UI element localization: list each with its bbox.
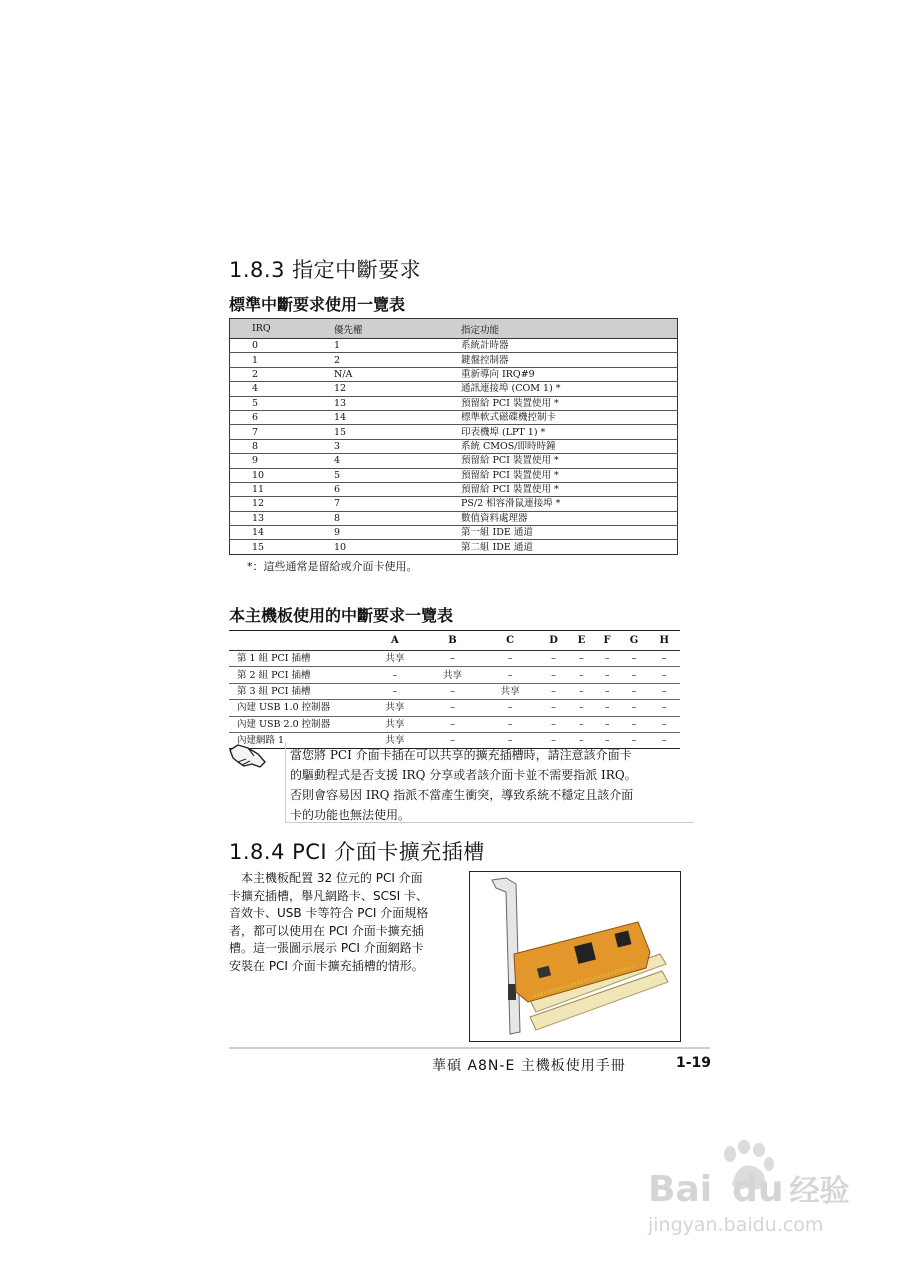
- irq-cell-number: 7: [230, 425, 313, 439]
- share-cell-value: –: [481, 716, 539, 732]
- irq-cell-function: 通訊連接埠 (COM 1) *: [439, 382, 678, 396]
- irq-cell-number: 13: [230, 511, 313, 525]
- share-cell-value: –: [424, 683, 482, 699]
- share-cell-value: –: [620, 716, 649, 732]
- share-cell-value: –: [481, 667, 539, 683]
- watermark-brand-cn: 经验: [789, 1174, 850, 1209]
- notice-line: 卡的功能也無法使用。: [290, 808, 411, 822]
- share-cell-value: –: [568, 651, 594, 667]
- share-cell-device: 第 3 組 PCI 插槽: [229, 683, 366, 699]
- share-cell-value: –: [551, 735, 556, 747]
- share-cell-value: –: [595, 683, 620, 699]
- share-table-row: [229, 651, 680, 667]
- irq-cell-priority: 10: [334, 541, 347, 553]
- irq-header-irq: IRQ: [230, 319, 313, 339]
- share-cell-value: –: [595, 700, 620, 716]
- share-header-int: D: [539, 631, 568, 651]
- share-cell-value: 共享: [385, 735, 405, 747]
- share-header-int: G: [620, 631, 649, 651]
- irq-assignment-table: [229, 318, 678, 555]
- body-line: 卡擴充插槽，舉凡網路卡、SCSI 卡、: [229, 888, 428, 903]
- share-cell-value: –: [424, 651, 482, 667]
- share-cell-device: 內建 USB 2.0 控制器: [229, 716, 366, 732]
- share-cell-value: –: [539, 716, 568, 732]
- share-cell-value: –: [568, 683, 594, 699]
- share-cell-value: –: [604, 735, 610, 747]
- irq-table-row: [230, 396, 678, 410]
- irq-cell-number: 10: [230, 468, 313, 482]
- irq-table-row: [230, 382, 678, 396]
- irq-header-function: 指定功能: [439, 319, 678, 339]
- irq-table-row: [230, 425, 678, 439]
- share-header-int: F: [595, 631, 620, 651]
- notice-text: [290, 745, 684, 825]
- irq-cell-priority: 2: [312, 353, 439, 367]
- irq-cell-function: 數值資料處理器: [439, 511, 678, 525]
- share-table-body: [229, 651, 680, 749]
- share-cell-device: 內建 USB 1.0 控制器: [229, 700, 366, 716]
- irq-cell-function: 重新導向 IRQ#9: [439, 367, 678, 381]
- irq-cell-function: 第二組 IDE 通道: [461, 541, 533, 553]
- notice-divider: [285, 742, 286, 822]
- notice-line: 的驅動程式是否支援 IRQ 分享或者該介面卡並不需要指派 IRQ。: [290, 768, 637, 782]
- irq-table-row: [230, 410, 678, 424]
- irq-cell-number: 12: [230, 497, 313, 511]
- share-header-int: C: [481, 631, 539, 651]
- share-cell-value: –: [648, 700, 680, 716]
- irq-header-priority: 優先權: [312, 319, 439, 339]
- share-cell-value: –: [424, 716, 482, 732]
- share-cell-value: –: [595, 651, 620, 667]
- share-cell-value: 共享: [481, 683, 539, 699]
- share-cell-value: –: [620, 667, 649, 683]
- share-cell-value: –: [568, 716, 594, 732]
- irq-cell-number: 1: [230, 353, 313, 367]
- irq-cell-number: 15: [252, 541, 265, 553]
- irq-cell-number: 0: [230, 339, 313, 353]
- irq-cell-priority: 3: [312, 439, 439, 453]
- irq-table-header-row: [230, 319, 678, 339]
- irq-cell-priority: N/A: [312, 367, 439, 381]
- irq-cell-priority: 6: [312, 482, 439, 496]
- footer-rule: [229, 1047, 710, 1049]
- irq-cell-priority: 8: [312, 511, 439, 525]
- irq-cell-number: 11: [230, 482, 313, 496]
- irq-cell-priority: 4: [312, 454, 439, 468]
- share-cell-value: –: [620, 651, 649, 667]
- share-cell-value: –: [450, 735, 455, 747]
- irq-cell-priority: 12: [312, 382, 439, 396]
- share-header-int: A: [366, 631, 424, 651]
- share-table-row: [229, 683, 680, 699]
- share-cell-value: –: [579, 735, 584, 747]
- irq-cell-number: 2: [230, 367, 313, 381]
- irq-table-row: [230, 353, 678, 367]
- section-heading-1-8-3: 1.8.3 指定中斷要求: [229, 258, 422, 282]
- irq-table-row: [230, 511, 678, 525]
- irq-cell-number: 6: [230, 410, 313, 424]
- body-line: 音效卡、USB 卡等符合 PCI 介面規格: [229, 906, 429, 920]
- share-cell-value: –: [424, 700, 482, 716]
- irq-cell-number: 5: [230, 396, 313, 410]
- share-cell-value: –: [595, 716, 620, 732]
- share-header-int: H: [648, 631, 680, 651]
- share-cell-value: –: [648, 667, 680, 683]
- irq-table-row: [230, 339, 678, 353]
- irq-cell-priority: 14: [312, 410, 439, 424]
- irq-cell-priority: 13: [312, 396, 439, 410]
- share-cell-value: 共享: [366, 700, 424, 716]
- irq-cell-priority: 15: [312, 425, 439, 439]
- body-line: 安裝在 PCI 介面卡擴充插槽的情形。: [229, 958, 424, 973]
- pci-slot-description: [229, 870, 457, 975]
- share-cell-value: –: [620, 700, 649, 716]
- section-heading-1-8-4: 1.8.4 PCI 介面卡擴充插槽: [229, 840, 485, 864]
- share-table-title: 本主機板使用的中斷要求一覽表: [229, 606, 454, 625]
- footer-page-number: 1-19: [676, 1055, 712, 1071]
- share-cell-value: –: [595, 667, 620, 683]
- irq-table-body: [230, 339, 678, 555]
- pci-card-illustration: [469, 871, 681, 1042]
- share-cell-value: –: [366, 667, 424, 683]
- irq-cell-priority: 9: [312, 526, 439, 540]
- irq-cell-function: 系統計時器: [439, 339, 678, 353]
- body-line: 者，都可以使用在 PCI 介面卡擴充插: [229, 923, 424, 938]
- share-header-device: [229, 631, 366, 651]
- share-cell-value: –: [661, 735, 667, 747]
- share-cell-value: –: [568, 700, 594, 716]
- irq-cell-function: 標準軟式磁碟機控制卡: [439, 410, 678, 424]
- body-line: 槽。這一張圖示展示 PCI 介面網路卡: [229, 941, 424, 955]
- share-cell-value: 共享: [424, 667, 482, 683]
- notice-hand-icon: [228, 742, 268, 776]
- share-cell-device: 內建網路 1: [237, 735, 285, 747]
- share-header-int: B: [424, 631, 482, 651]
- body-line: 本主機板配置 32 位元的 PCI 介面: [241, 871, 423, 885]
- irq-table-row: [230, 540, 678, 554]
- share-table-row: [229, 700, 680, 716]
- share-cell-value: –: [620, 683, 649, 699]
- watermark-url: jingyan.baidu.com: [648, 1214, 824, 1236]
- irq-table-row: [230, 439, 678, 453]
- watermark-brand: [648, 1166, 849, 1210]
- irq-cell-number: 9: [230, 454, 313, 468]
- share-cell-value: –: [539, 683, 568, 699]
- irq-cell-function: 預留給 PCI 裝置使用 *: [439, 396, 678, 410]
- irq-table-row: [230, 482, 678, 496]
- share-cell-value: –: [648, 683, 680, 699]
- share-cell-device: 第 2 組 PCI 插槽: [229, 667, 366, 683]
- share-cell-value: –: [648, 716, 680, 732]
- irq-table-title: 標準中斷要求使用一覽表: [229, 295, 406, 314]
- irq-cell-number: 4: [230, 382, 313, 396]
- share-cell-value: 共享: [366, 716, 424, 732]
- share-cell-value: –: [568, 667, 594, 683]
- irq-cell-function: 系統 CMOS/即時時鐘: [439, 439, 678, 453]
- share-cell-value: –: [648, 651, 680, 667]
- share-cell-device: 第 1 組 PCI 插槽: [229, 651, 366, 667]
- irq-cell-priority: 7: [312, 497, 439, 511]
- irq-table-row: [230, 526, 678, 540]
- irq-cell-priority: 1: [312, 339, 439, 353]
- irq-table-row: [230, 497, 678, 511]
- share-cell-value: –: [481, 651, 539, 667]
- irq-table-row: [230, 468, 678, 482]
- share-header-int: E: [568, 631, 594, 651]
- irq-cell-number: 8: [230, 439, 313, 453]
- share-table-row: [229, 667, 680, 683]
- watermark-brand-right: du: [732, 1169, 784, 1210]
- irq-table-row: [230, 367, 678, 381]
- irq-cell-function: PS/2 相容滑鼠連接埠 *: [439, 497, 678, 511]
- irq-cell-priority: 5: [312, 468, 439, 482]
- share-cell-value: –: [539, 667, 568, 683]
- footer-manual-title: 華碩 A8N-E 主機板使用手冊: [432, 1058, 626, 1074]
- notice-line: 當您將 PCI 介面卡插在可以共享的擴充插槽時，請注意該介面卡: [290, 748, 632, 762]
- share-cell-value: –: [481, 700, 539, 716]
- share-cell-value: –: [507, 735, 513, 747]
- irq-cell-function: 鍵盤控制器: [439, 353, 678, 367]
- share-cell-value: –: [539, 651, 568, 667]
- irq-footnote: *：這些通常是留給或介面卡使用。: [247, 560, 418, 573]
- irq-table-row: [230, 454, 678, 468]
- share-cell-value: –: [631, 735, 637, 747]
- share-cell-value: 共享: [366, 651, 424, 667]
- irq-cell-function: 預留給 PCI 裝置使用 *: [439, 468, 678, 482]
- irq-cell-function: 印表機埠 (LPT 1) *: [439, 425, 678, 439]
- irq-cell-number: 14: [230, 526, 313, 540]
- share-table-row: [229, 716, 680, 732]
- watermark-brand-left: Bai: [648, 1169, 713, 1210]
- irq-cell-function: 預留給 PCI 裝置使用 *: [439, 482, 678, 496]
- irq-cell-function: 第一組 IDE 通道: [439, 526, 678, 540]
- share-table-header-row: [229, 631, 680, 651]
- notice-line: 否則會容易因 IRQ 指派不當產生衝突，導致系統不穩定且該介面: [290, 788, 634, 802]
- share-cell-value: –: [366, 683, 424, 699]
- irq-cell-function: 預留給 PCI 裝置使用 *: [439, 454, 678, 468]
- irq-share-table: [229, 630, 680, 749]
- share-cell-value: –: [539, 700, 568, 716]
